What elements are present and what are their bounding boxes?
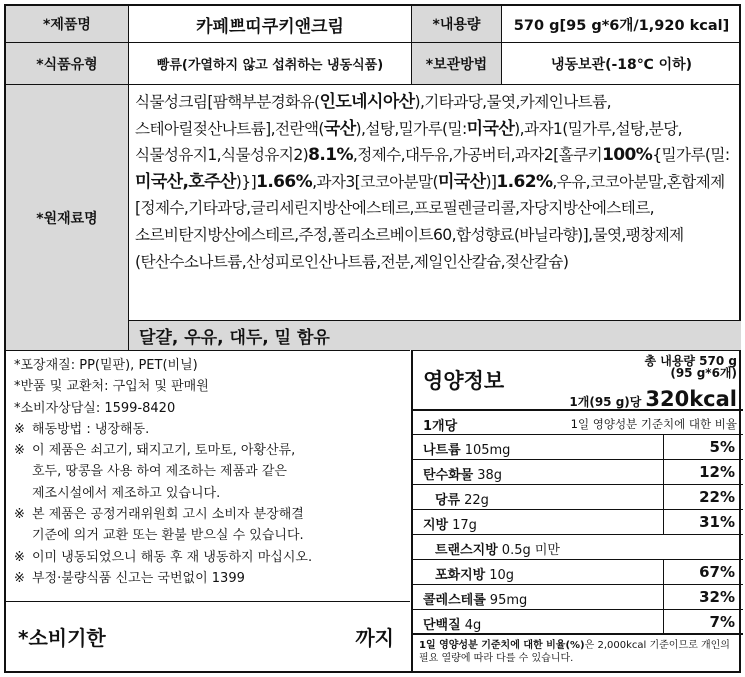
note-item	[14, 568, 404, 589]
ingredient-highlight: 미국산	[466, 118, 515, 139]
per-serving-label: 1개당	[423, 419, 458, 434]
column-divider	[663, 485, 664, 510]
food-type-label: *식품유형	[6, 42, 128, 84]
nutrient-amount: 10g	[489, 568, 515, 583]
consumer-info: *소비자상담실: 1599-8420	[14, 400, 176, 416]
ingredients-label: *원재료명	[6, 84, 128, 350]
ingredient-highlight: 국산	[323, 118, 356, 139]
ingredient-highlight: 인도네시아산	[319, 92, 415, 112]
footnote-bold: 1일 영양성분 기준치에 대한 비율(%)	[419, 640, 585, 651]
returns-info: *반품 및 교환처: 구입처 및 판매원	[14, 379, 209, 395]
nutrient-percent: 67%	[699, 563, 735, 581]
nutrition-serving	[569, 387, 737, 411]
nutrient-amount: 0.5g 미만	[501, 543, 560, 558]
column-divider	[663, 510, 664, 535]
nutrient-name	[423, 614, 481, 633]
nutrient-row	[413, 485, 743, 510]
nutrient-percent: 32%	[699, 588, 735, 606]
ingredient-text-segment: ,정제수,대두유,가공버터,과자2[홀쿠키	[352, 146, 603, 165]
note-mark: ※	[14, 570, 25, 586]
note-continuation: 제조시설에서 제조하고 있습니다.	[32, 485, 221, 501]
note-continuation: 기준에 의거 교환 또는 환불 받으실 수 있습니다.	[32, 528, 304, 544]
nutrient-amount: 105mg	[464, 443, 511, 458]
ingredient-text-segment: )}]	[235, 172, 257, 191]
ingredient-text-segment: ,우유,코코아분말,혼합제제[정제수,기타과당,글리세린지방산에스테르,프로필렌글리콜,자당지방산에스테르,소르비탄지방산에스테르,주정,폴리소르베이트60,합성향료(바닐라향)],물엿,팽창제제(탄산수소나트륨,산성피로인산나트륨,전분,제일인산칼슘,젖산칼슘)	[135, 172, 725, 271]
nutrient-row	[413, 510, 743, 535]
column-divider	[663, 435, 664, 460]
column-divider	[663, 460, 664, 485]
footnote-rest: 은 2,000kcal 기준이므로 개인의 필요 열량에 따라 다를 수 있습니다.	[419, 640, 730, 664]
nutrient-label: 나트륨	[423, 443, 461, 458]
daily-value-desc: 1일 영양성분 기준치에 대한 비율	[570, 417, 737, 431]
nutrient-label: 포화지방	[435, 568, 486, 583]
nutrient-amount: 17g	[452, 518, 477, 533]
nutrition-total-line1: 총 내용량 570 g	[644, 354, 737, 368]
nutrient-name	[435, 539, 560, 558]
nutrient-amount: 4g	[464, 618, 482, 633]
nutrient-row	[413, 560, 743, 585]
nutrition-header	[413, 351, 743, 411]
nutrient-row	[413, 535, 743, 560]
ingredient-highlight: 미국산	[437, 171, 486, 192]
nutrition-panel	[411, 350, 741, 671]
nutrition-title: 영양정보	[423, 369, 505, 393]
column-divider	[663, 610, 664, 635]
nutrient-label: 트랜스지방	[435, 543, 498, 558]
note-item	[14, 440, 404, 461]
nutrient-amount: 38g	[477, 468, 503, 483]
nutrient-amount: 22g	[464, 493, 489, 508]
ingredient-highlight: 1.62%	[496, 171, 553, 192]
nutrient-row	[413, 610, 743, 635]
storage-label: *보관방법	[411, 42, 501, 84]
nutrient-label: 단백질	[423, 618, 461, 633]
note-text: 해동방법 : 냉장해동.	[32, 421, 150, 437]
product-name-label: *제품명	[6, 6, 128, 42]
note-mark: ※	[14, 507, 25, 523]
nutrient-name	[423, 589, 527, 608]
nutrient-name	[423, 514, 477, 533]
nutrient-label: 당류	[435, 493, 461, 508]
content-label: *내용량	[411, 6, 501, 42]
note-text: 본 제품은 공정거래위원회 고시 소비자 분장해결	[32, 507, 304, 523]
ingredient-highlight: 1.66%	[256, 171, 313, 192]
ingredient-text-segment: ),기타과당,물엿,카제인나트륨,스테아릴젖산나트륨],전란액(	[135, 93, 611, 138]
note-text: 부정·불량식품 신고는 국번없이 1399	[32, 570, 245, 586]
nutrient-label: 탄수화물	[423, 468, 474, 483]
ingredients-text	[128, 84, 741, 320]
packaging-info: *포장재질: PP(밑판), PET(비닐)	[14, 358, 198, 373]
ingredient-text-segment: {밀가루(밀:	[652, 146, 730, 165]
nutrient-row	[413, 585, 743, 610]
nutrition-total	[644, 355, 737, 379]
nutrient-percent: 22%	[699, 488, 735, 506]
note-item	[14, 504, 404, 525]
expiry-until: 까지	[355, 626, 394, 650]
expiry-label: *소비기한	[18, 626, 106, 650]
nutrient-row	[413, 460, 743, 485]
ingredient-highlight: 100%	[602, 145, 653, 166]
column-divider	[663, 560, 664, 585]
nutrient-name	[435, 564, 514, 583]
nutrient-percent: 12%	[699, 463, 735, 481]
nutrient-name	[435, 489, 489, 508]
serving-size: 1개(95 g)당	[569, 395, 642, 409]
ingredient-text-segment: ),설탕,밀가루(밀:	[355, 119, 467, 138]
storage-value: 냉동보관(-18℃ 이하)	[501, 42, 741, 84]
content-value: 570 g[95 g*6개/1,920 kcal]	[501, 6, 741, 42]
nutrition-total-line2: (95 g*6개)	[670, 366, 737, 380]
nutrient-percent: 31%	[699, 513, 735, 531]
notes-items	[14, 419, 404, 589]
expiry-block	[6, 601, 410, 671]
food-label	[4, 4, 741, 673]
allergen-notice: 달걀, 우유, 대두, 밀 함유	[128, 320, 741, 350]
nutrient-name	[423, 464, 502, 483]
note-item	[14, 547, 404, 568]
serving-kcal: 320kcal	[645, 387, 737, 411]
nutrient-label: 콜레스테롤	[423, 593, 486, 608]
note-item	[14, 419, 404, 440]
nutrient-name	[423, 439, 510, 458]
nutrient-label: 지방	[423, 518, 449, 533]
nutrition-footnote	[413, 633, 743, 670]
product-name-value: 카페쁘띠쿠키앤크림	[128, 6, 411, 42]
note-text: 이미 냉동되었으니 해동 후 재 냉동하지 마십시오.	[32, 549, 313, 565]
nutrient-percent: 7%	[709, 613, 735, 631]
nutrient-percent: 5%	[709, 438, 735, 456]
note-text: 이 제품은 쇠고기, 돼지고기, 토마토, 아황산류,	[32, 443, 296, 459]
notes-block	[6, 350, 410, 600]
note-continuation: 호두, 땅콩을 사용 하여 제조하는 제품과 같은	[32, 464, 287, 480]
nutrient-amount: 95mg	[489, 593, 528, 608]
note-mark: ※	[14, 549, 25, 565]
food-type-value: 빵류(가열하지 않고 섭취하는 냉동식품)	[128, 42, 411, 84]
ingredient-text-segment: ),과자1(밀가루,설탕,분당,식물성유지1,식물성유지2)	[135, 119, 683, 165]
ingredient-highlight: 미국산,호주산	[135, 171, 236, 192]
nutrient-row	[413, 435, 743, 460]
column-divider	[663, 585, 664, 610]
ingredient-text-segment: )]	[485, 172, 497, 191]
ingredient-text-segment: ,과자3[코코아분말(	[312, 172, 438, 191]
nutrition-basis	[413, 411, 743, 435]
note-mark: ※	[14, 421, 25, 437]
ingredient-text-segment: 식물성크림[팜핵부분경화유(	[135, 93, 320, 111]
note-mark: ※	[14, 443, 25, 459]
ingredient-highlight: 8.1%	[308, 145, 353, 166]
